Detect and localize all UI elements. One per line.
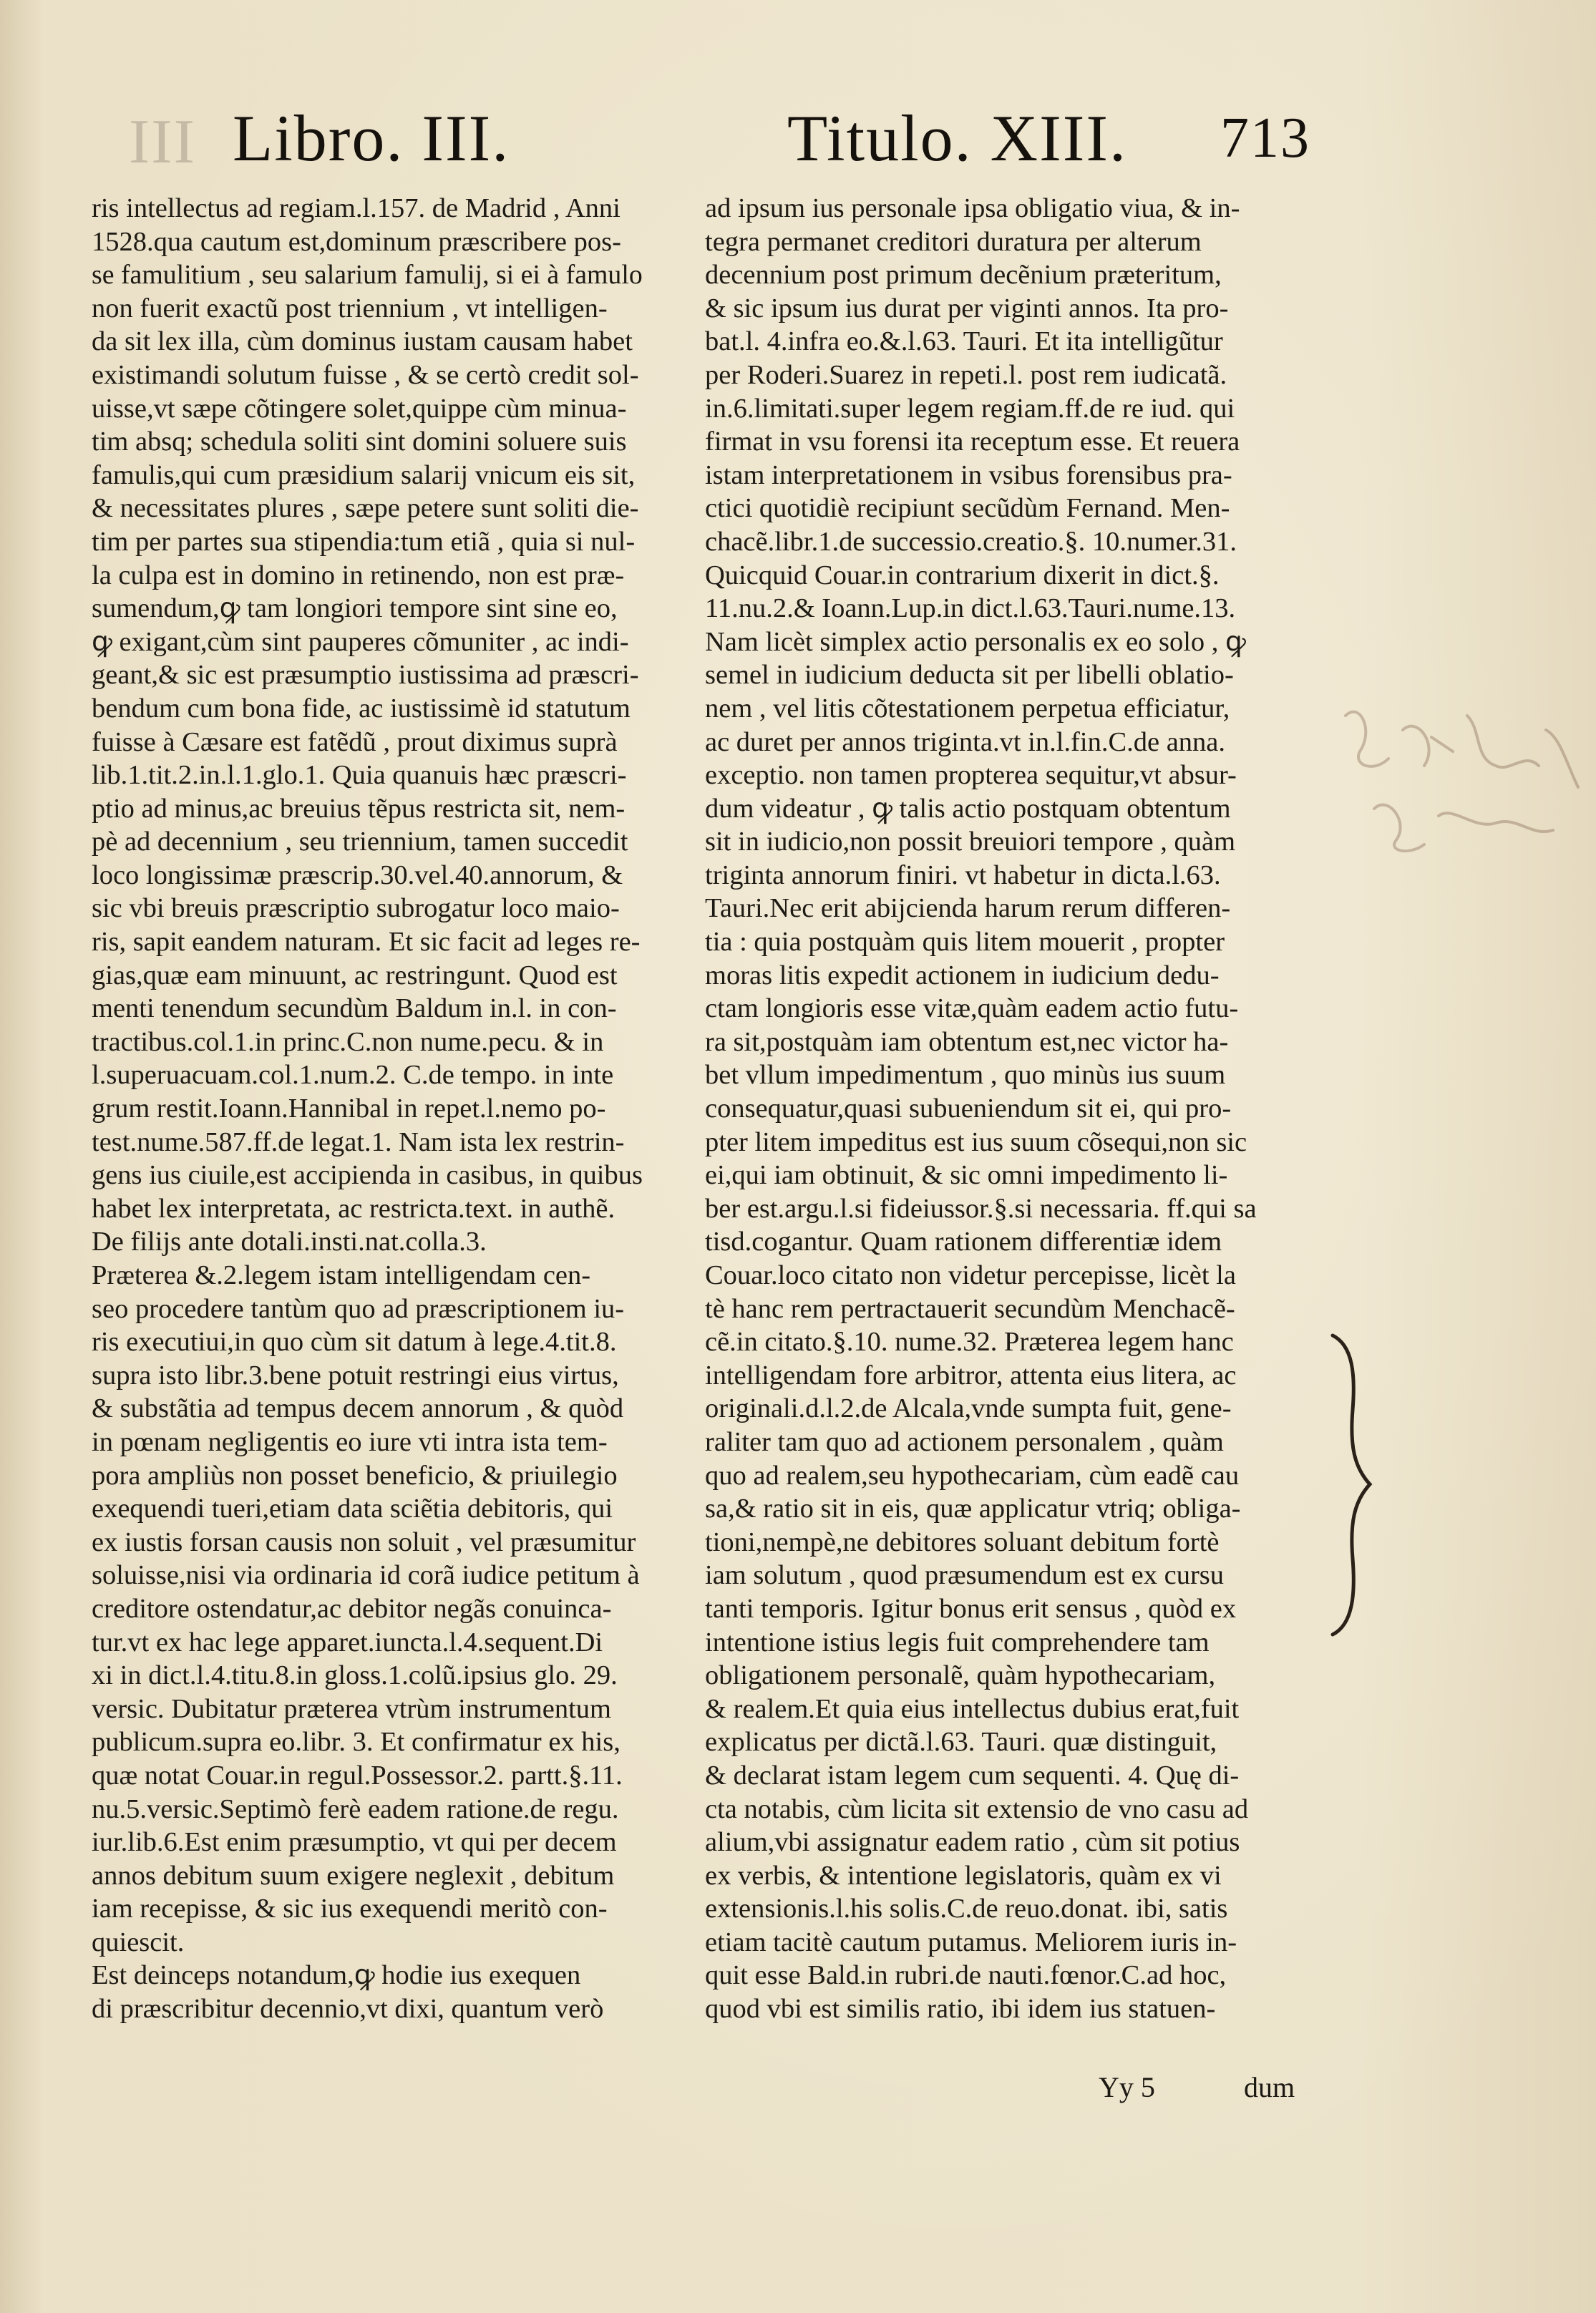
text-line: Nam licèt simplex actio personalis ex eo solo , ꝙ [705, 626, 1246, 657]
text-line: bat.l. 4.infra eo.&.l.63. Tauri. Et ita intelligũtur [705, 326, 1223, 357]
text-line: moras litis expedit actionem in iudicium dedu- [705, 960, 1220, 990]
text-line: firmat in vsu forensi ita receptum esse. Et reuera [705, 427, 1240, 457]
text-line: existimandi solutum fuisse , & se certò credit sol- [92, 359, 639, 390]
text-line: 1528.qua cautum est,dominum præscribere pos- [92, 226, 621, 257]
text-line: di præscribitur decennio,vt dixi, quantum verò [92, 1994, 604, 2025]
text-line: tractibus.col.1.in princ.C.non nume.pecu. & in [92, 1026, 604, 1057]
text-line: ra sit,postquàm iam obtentum est,nec victor ha- [705, 1026, 1229, 1057]
text-line: pter litem impeditus est ius suum cõsequi,non sic [705, 1126, 1247, 1157]
text-line: tim per partes sua stipendia:tum etiã , quia si nul- [92, 526, 636, 557]
text-line: per Roderi.Suarez in repeti.l. post rem iudicatã. [705, 359, 1227, 390]
text-line: & declarat istam legem cum sequenti. 4. Quę di- [705, 1760, 1240, 1791]
text-line: quo ad realem,seu hypothecariam, cùm eadẽ cau [705, 1460, 1240, 1491]
text-line: cẽ.in citato.§.10. nume.32. Præterea legem hanc [705, 1327, 1234, 1358]
text-line: Præterea &.2.legem istam intelligendam cen- [92, 1260, 591, 1290]
text-line: intelligendam fore arbitror, attenta eius litera, ac [705, 1360, 1237, 1391]
text-line: gens ius ciuile,est accipienda in casibus, in quibus [92, 1160, 643, 1191]
text-line: sa,& ratio sit in eis, quæ applicatur vtriq; obliga- [705, 1494, 1241, 1524]
text-line: tur.vt ex hac lege apparet.iuncta.l.4.sequent.Di [92, 1627, 603, 1657]
text-line: la culpa est in domino in retinendo, non est præ- [92, 560, 625, 590]
text-line: ac duret per annos triginta.vt in.l.fin.C.de anna. [705, 726, 1226, 757]
text-line: & substãtia ad tempus decem annorum , & quòd [92, 1393, 624, 1424]
text-line: intentione istius legis fuit comprehendere tam [705, 1627, 1210, 1657]
catchword: dum [1244, 2071, 1295, 2103]
book-number: Libro. III. [233, 102, 510, 175]
text-line: se famulitium , seu salarium famulij, si ei à famulo [92, 260, 643, 291]
signature-mark: Yy 5 [1099, 2071, 1155, 2103]
folio-number: 713 [1220, 107, 1310, 170]
text-line: decennium post primum decẽnium præteritum, [705, 260, 1222, 291]
text-line: & realem.Et quia eius intellectus dubius erat,fuit [705, 1693, 1240, 1724]
text-line: annos debitum suum exigere neglexit , debitum [92, 1860, 615, 1891]
text-line: ris intellectus ad regiam.l.157. de Madrid , Anni [92, 193, 621, 223]
text-line: publicum.supra eo.libr. 3. Et confirmatur ex his, [92, 1727, 621, 1758]
text-line: loco longissimæ præscrip.30.vel.40.annorum, & [92, 860, 623, 890]
title-number: Titulo. XIII. [787, 102, 1127, 175]
running-head [0, 100, 1596, 186]
text-line: ei,qui iam obtinuit, & sic omni impedimento li- [705, 1160, 1228, 1191]
text-line: extensionis.l.his solis.C.de reuo.donat. ibi, satis [705, 1894, 1228, 1924]
text-line: pè ad decennium , seu triennium, tamen succedit [92, 827, 628, 857]
text-line: test.nume.587.ff.de legat.1. Nam ista lex restrin- [92, 1126, 625, 1157]
text-line: De filijs ante dotali.insti.nat.colla.3. [92, 1227, 487, 1257]
text-line: geant,& sic est præsumptio iustissima ad præscri- [92, 660, 639, 691]
text-line: tanti temporis. Igitur bonus erit sensus , quòd ex [705, 1593, 1237, 1624]
text-line: tisd.cogantur. Quam rationem differentiæ idem [705, 1227, 1222, 1257]
text-line: ad ipsum ius personale ipsa obligatio viua, & in- [705, 193, 1240, 223]
text-line: in.6.limitati.super legem regiam.ff.de re iud. qui [705, 393, 1235, 424]
text-line: grum restit.Ioann.Hannibal in repet.l.nemo po- [92, 1094, 606, 1124]
text-line: lib.1.tit.2.in.l.1.glo.1. Quia quanuis hæc præscri- [92, 760, 627, 791]
text-line: triginta annorum finiri. vt habetur in dicta.l.63. [705, 860, 1221, 890]
faded-marginal-annotation [1331, 687, 1589, 873]
text-line: consequatur,quasi subueniendum sit ei, qui pro- [705, 1094, 1232, 1124]
text-line: Couar.loco citato non videtur percepisse, licèt la [705, 1260, 1236, 1290]
text-line: versic. Dubitatur præterea vtrùm instrumentum [92, 1693, 611, 1724]
text-line: l.superuacuam.col.1.num.2. C.de tempo. in inte [92, 1060, 614, 1091]
text-line: menti tenendum secundùm Baldum in.l. in con- [92, 993, 617, 1024]
text-line: ex verbis, & intentione legislatoris, quàm ex vi [705, 1860, 1222, 1891]
text-line: xi in dict.l.4.titu.8.in gloss.1.colũ.ipsius glo. 29. [92, 1660, 618, 1691]
text-line: bendum cum bona fide, ac iustissimè id statutum [92, 693, 631, 724]
text-line: ber est.argu.l.si fideiussor.§.si necessaria. ff.qui sa [705, 1193, 1257, 1224]
text-line: supra isto libr.3.bene potuit restringi eius virtus, [92, 1360, 619, 1391]
text-line: nem , vel litis cõtestationem perpetua efficiatur, [705, 693, 1230, 724]
text-line: quod vbi est similis ratio, ibi idem ius statuen- [705, 1994, 1216, 2025]
text-line: uisse,vt sæpe cõtingere solet,quippe cùm minua- [92, 393, 627, 424]
text-line: Quicquid Couar.in contrarium dixerit in dict.§. [705, 560, 1220, 590]
text-line: originali.d.l.2.de Alcala,vnde sumpta fuit, gene- [705, 1393, 1232, 1424]
text-line: non fuerit exactũ post triennium , vt intelligen- [92, 293, 608, 323]
text-line: dum videatur , ꝙ talis actio postquam obtentum [705, 793, 1231, 824]
text-line: ptio ad minus,ac breuius tẽpus restricta sit, nem- [92, 793, 626, 824]
left-text-column [92, 192, 643, 2026]
text-line: quæ notat Couar.in regul.Possessor.2. partt.§.11. [92, 1760, 623, 1791]
text-line: etiam tacitè cautum putamus. Meliorem iuris in- [705, 1927, 1237, 1957]
text-line: Est deinceps notandum,ꝙ hodie ius exequen [92, 1960, 581, 1991]
text-line: tim absq; schedula soliti sint domini soluere suis [92, 427, 627, 457]
text-line: tè hanc rem pertractauerit secundùm Menchacẽ- [705, 1293, 1235, 1324]
text-line: & sic ipsum ius durat per viginti annos. Ita pro- [705, 293, 1229, 323]
text-line: ctam longioris esse vitæ,quàm eadem actio futu- [705, 993, 1239, 1024]
text-line: obligationem personalẽ, quàm hypothecariam, [705, 1660, 1216, 1691]
text-line: & necessitates plures , sæpe petere sunt soliti die- [92, 493, 639, 524]
text-line: habet lex interpretata, ac restricta.text. in authẽ. [92, 1193, 615, 1224]
text-line: cta notabis, cùm licita sit extensio de vno casu ad [705, 1793, 1249, 1824]
show-through-text: III [129, 107, 196, 177]
text-line: raliter tam quo ad actionem personalem , quàm [705, 1426, 1224, 1457]
text-line: fuisse à Cæsare est fatẽdũ , prout diximus suprà [92, 726, 618, 757]
text-line: quit esse Bald.in rubri.de nauti.fœnor.C.ad hoc, [705, 1960, 1227, 1991]
handwritten-brace-mark [1324, 1331, 1381, 1639]
text-line: tegra permanet creditori duratura per alterum [705, 226, 1202, 257]
text-line: iur.lib.6.Est enim præsumptio, vt qui per decem [92, 1827, 617, 1858]
text-line: tia : quia postquàm quis litem mouerit , propter [705, 927, 1225, 958]
text-line: gias,quæ eam minuunt, ac restringunt. Quod est [92, 960, 618, 990]
text-line: da sit lex illa, cùm dominus iustam causam habet [92, 326, 633, 357]
right-text-column [705, 192, 1303, 2026]
text-line: creditore ostendatur,ac debitor negãs conuinca- [92, 1593, 612, 1624]
text-line: chacẽ.libr.1.de successio.creatio.§. 10.numer.31. [705, 526, 1237, 557]
text-line: seo procedere tantùm quo ad præscriptionem iu- [92, 1293, 625, 1324]
text-line: tioni,nempè,ne debitores soluant debitum fortè [705, 1526, 1220, 1557]
text-line: in pœnam negligentis eo iure vti intra ista tem- [92, 1426, 608, 1457]
text-line: famulis,qui cum præsidium salarij vnicum eis sit, [92, 459, 636, 490]
text-line: sit in iudicio,non possit breuiori tempore , quàm [705, 827, 1236, 857]
text-line: bet vllum impedimentum , quo minùs ius suum [705, 1060, 1226, 1091]
text-line: sumendum,ꝙ tam longiori tempore sint sine eo, [92, 593, 618, 624]
text-line: Tauri.Nec erit abijcienda harum rerum differen- [705, 893, 1231, 924]
text-line: soluisse,nisi via ordinaria id corã iudice petitum à [92, 1560, 640, 1591]
text-line: sic vbi breuis præscriptio subrogatur loco maio- [92, 893, 620, 924]
text-line: 11.nu.2.& Ioann.Lup.in dict.l.63.Tauri.nume.13. [705, 593, 1236, 624]
text-line: semel in iudicium deducta sit per libelli oblatio- [705, 660, 1234, 691]
text-line: pora ampliùs non posset beneficio, & priuilegio [92, 1460, 618, 1491]
text-line: istam interpretationem in vsibus forensibus pra- [705, 459, 1232, 490]
text-line: nu.5.versic.Septimò ferè eadem ratione.de regu. [92, 1793, 619, 1824]
text-line: explicatus per dictã.l.63. Tauri. quæ distinguit, [705, 1727, 1217, 1758]
text-line: quiescit. [92, 1927, 185, 1957]
text-line: alium,vbi assignatur eadem ratio , cùm sit potius [705, 1827, 1240, 1858]
text-line: iam solutum , quod præsumendum est ex cursu [705, 1560, 1225, 1591]
text-line: exceptio. non tamen propterea sequitur,vt absur- [705, 760, 1237, 791]
text-line: ex iustis forsan causis non soluit , vel præsumitur [92, 1526, 636, 1557]
text-line: iam recepisse, & sic ius exequendi meritò con- [92, 1894, 608, 1924]
text-line: ctici quotidiè recipiunt secũdùm Fernand. Men- [705, 493, 1230, 524]
text-line: ꝙ exigant,cùm sint pauperes cõmuniter , ac indi- [92, 626, 629, 657]
text-line: exequendi tueri,etiam data sciẽtia debitoris, qui [92, 1494, 613, 1524]
text-line: ris executiui,in quo cùm sit datum à lege.4.tit.8. [92, 1327, 617, 1358]
text-line: ris, sapit eandem naturam. Et sic facit ad leges re- [92, 927, 641, 958]
